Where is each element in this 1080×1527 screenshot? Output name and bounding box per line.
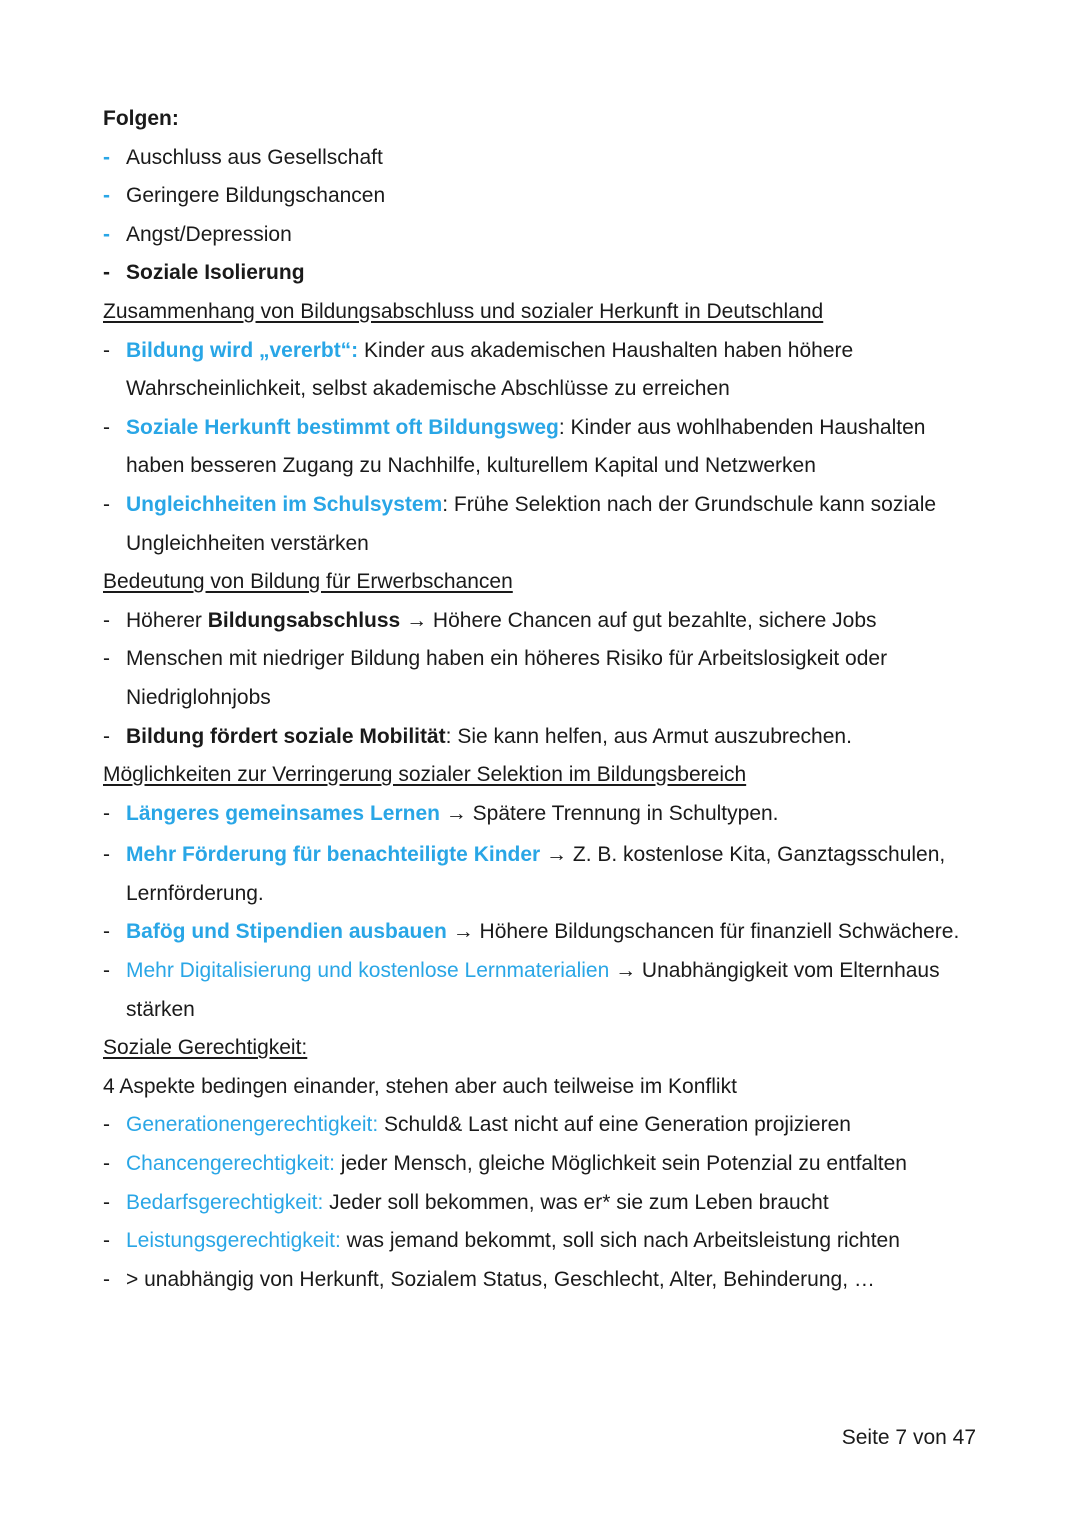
list-item bbox=[103, 1184, 983, 1223]
list-item bbox=[103, 139, 983, 178]
list-item bbox=[103, 1261, 983, 1300]
list-item bbox=[103, 1145, 983, 1184]
term-explanation: : Frühe Selektion nach der Grundschule kann soziale Ungleichheiten verstärken bbox=[126, 492, 937, 555]
dash-bullet: - bbox=[103, 1267, 110, 1291]
dash-bullet: - bbox=[103, 1190, 110, 1214]
dash-bullet: - bbox=[103, 608, 110, 632]
dash-bullet: - bbox=[103, 261, 110, 285]
dash-bullet: - bbox=[103, 145, 110, 169]
term: Bildungsabschluss bbox=[207, 608, 401, 632]
dash-bullet: - bbox=[103, 1152, 110, 1176]
dash-bullet: - bbox=[103, 801, 110, 825]
term: Soziale Herkunft bestimmt oft Bildungsweg bbox=[126, 415, 559, 439]
term-explanation: : Sie kann helfen, aus Armut auszubrechen. bbox=[445, 724, 852, 748]
list-item bbox=[103, 177, 983, 216]
term: Mehr Digitalisierung und kostenlose Lernmaterialien bbox=[126, 959, 610, 983]
list-item-text: Angst/Depression bbox=[126, 222, 292, 246]
dash-bullet: - bbox=[103, 338, 110, 362]
dash-bullet: - bbox=[103, 724, 110, 748]
term-explanation: → Höhere Bildungschancen für finanziell Schwächere. bbox=[446, 920, 960, 944]
moeglichkeiten-heading: Möglichkeiten zur Verringerung sozialer Selektion im Bildungsbereich bbox=[103, 763, 747, 787]
zusammenhang-heading: Zusammenhang von Bildungsabschluss und sozialer Herkunft in Deutschland bbox=[103, 299, 824, 323]
dash-bullet: - bbox=[103, 1113, 110, 1137]
gerechtigkeit-intro: 4 Aspekte bedingen einander, stehen aber auch teilweise im Konflikt bbox=[103, 1074, 737, 1098]
list-item bbox=[103, 640, 983, 717]
term-explanation: → Höhere Chancen auf gut bezahlte, sichere Jobs bbox=[400, 608, 877, 632]
list-item-text: Höherer bbox=[126, 608, 208, 632]
term: Bildung wird „vererbt“: bbox=[126, 338, 359, 362]
term-explanation: Schuld& Last nicht auf eine Generation projizieren bbox=[378, 1113, 851, 1137]
term-explanation: was jemand bekommt, soll sich nach Arbeitsleistung richten bbox=[340, 1229, 900, 1253]
gerechtigkeit-heading: Soziale Gerechtigkeit: bbox=[103, 1036, 308, 1060]
term-explanation: → Z. B. kostenlose Kita, Ganztagsschulen, Lernförderung. bbox=[126, 843, 946, 905]
list-item-text: Soziale Isolierung bbox=[126, 261, 305, 285]
term-explanation: Kinder aus akademischen Haushalten haben höhere Wahrscheinlichkeit, selbst akademische Abschlüsse zu erreichen bbox=[126, 338, 854, 401]
term-explanation: Jeder soll bekommen, was er* sie zum Leben braucht bbox=[323, 1190, 829, 1214]
folgen-heading: Folgen: bbox=[103, 107, 179, 130]
list-item bbox=[103, 1106, 983, 1145]
term: Bafög und Stipendien ausbauen bbox=[126, 920, 447, 944]
term-explanation: : Kinder aus wohlhabenden Haushalten haben besseren Zugang zu Nachhilfe, kulturellem Kapital und Netzwerken bbox=[126, 415, 926, 478]
term: Generationengerechtigkeit: bbox=[126, 1113, 379, 1137]
list-item-text: > unabhängig von Herkunft, Sozialem Status, Geschlecht, Alter, Behinderung, … bbox=[126, 1267, 875, 1291]
term: Chancengerechtigkeit: bbox=[126, 1152, 335, 1176]
list-item bbox=[103, 913, 983, 952]
dash-bullet: - bbox=[103, 920, 110, 944]
list-item bbox=[103, 952, 983, 1029]
list-item-text: Menschen mit niedriger Bildung haben ein höheres Risiko für Arbeitslosigkeit oder Niedriglohnjobs bbox=[126, 647, 888, 709]
list-item bbox=[103, 795, 983, 834]
term-explanation: → Unabhängigkeit vom Elternhaus stärken bbox=[126, 959, 940, 1021]
list-item bbox=[103, 409, 983, 486]
document-page bbox=[103, 100, 983, 1299]
dash-bullet: - bbox=[103, 959, 110, 983]
term: Ungleichheiten im Schulsystem bbox=[126, 492, 443, 516]
bedeutung-heading: Bedeutung von Bildung für Erwerbschancen bbox=[103, 570, 513, 594]
list-item bbox=[103, 486, 983, 563]
dash-bullet: - bbox=[103, 184, 110, 208]
dash-bullet: - bbox=[103, 647, 110, 671]
list-item bbox=[103, 602, 983, 641]
dash-bullet: - bbox=[103, 415, 110, 439]
dash-bullet: - bbox=[103, 1229, 110, 1253]
dash-bullet: - bbox=[103, 843, 110, 867]
list-item-text: Geringere Bildungschancen bbox=[126, 184, 386, 208]
term: Leistungsgerechtigkeit: bbox=[126, 1229, 341, 1253]
list-item bbox=[103, 216, 983, 255]
list-item bbox=[103, 718, 983, 757]
list-item bbox=[103, 332, 983, 409]
dash-bullet: - bbox=[103, 222, 110, 246]
list-item-text: Auschluss aus Gesellschaft bbox=[126, 145, 383, 169]
term: Bedarfsgerechtigkeit: bbox=[126, 1190, 324, 1214]
term: Bildung fördert soziale Mobilität bbox=[126, 724, 446, 748]
term-explanation: → Spätere Trennung in Schultypen. bbox=[439, 801, 779, 825]
term: Mehr Förderung für benachteiligte Kinder bbox=[126, 843, 541, 867]
page-number: Seite 7 von 47 bbox=[841, 1426, 976, 1449]
dash-bullet: - bbox=[103, 492, 110, 516]
list-item bbox=[103, 836, 983, 913]
list-item bbox=[103, 254, 983, 293]
list-item bbox=[103, 1222, 983, 1261]
term-explanation: jeder Mensch, gleiche Möglichkeit sein Potenzial zu entfalten bbox=[334, 1152, 907, 1176]
term: Längeres gemeinsames Lernen bbox=[126, 801, 440, 825]
